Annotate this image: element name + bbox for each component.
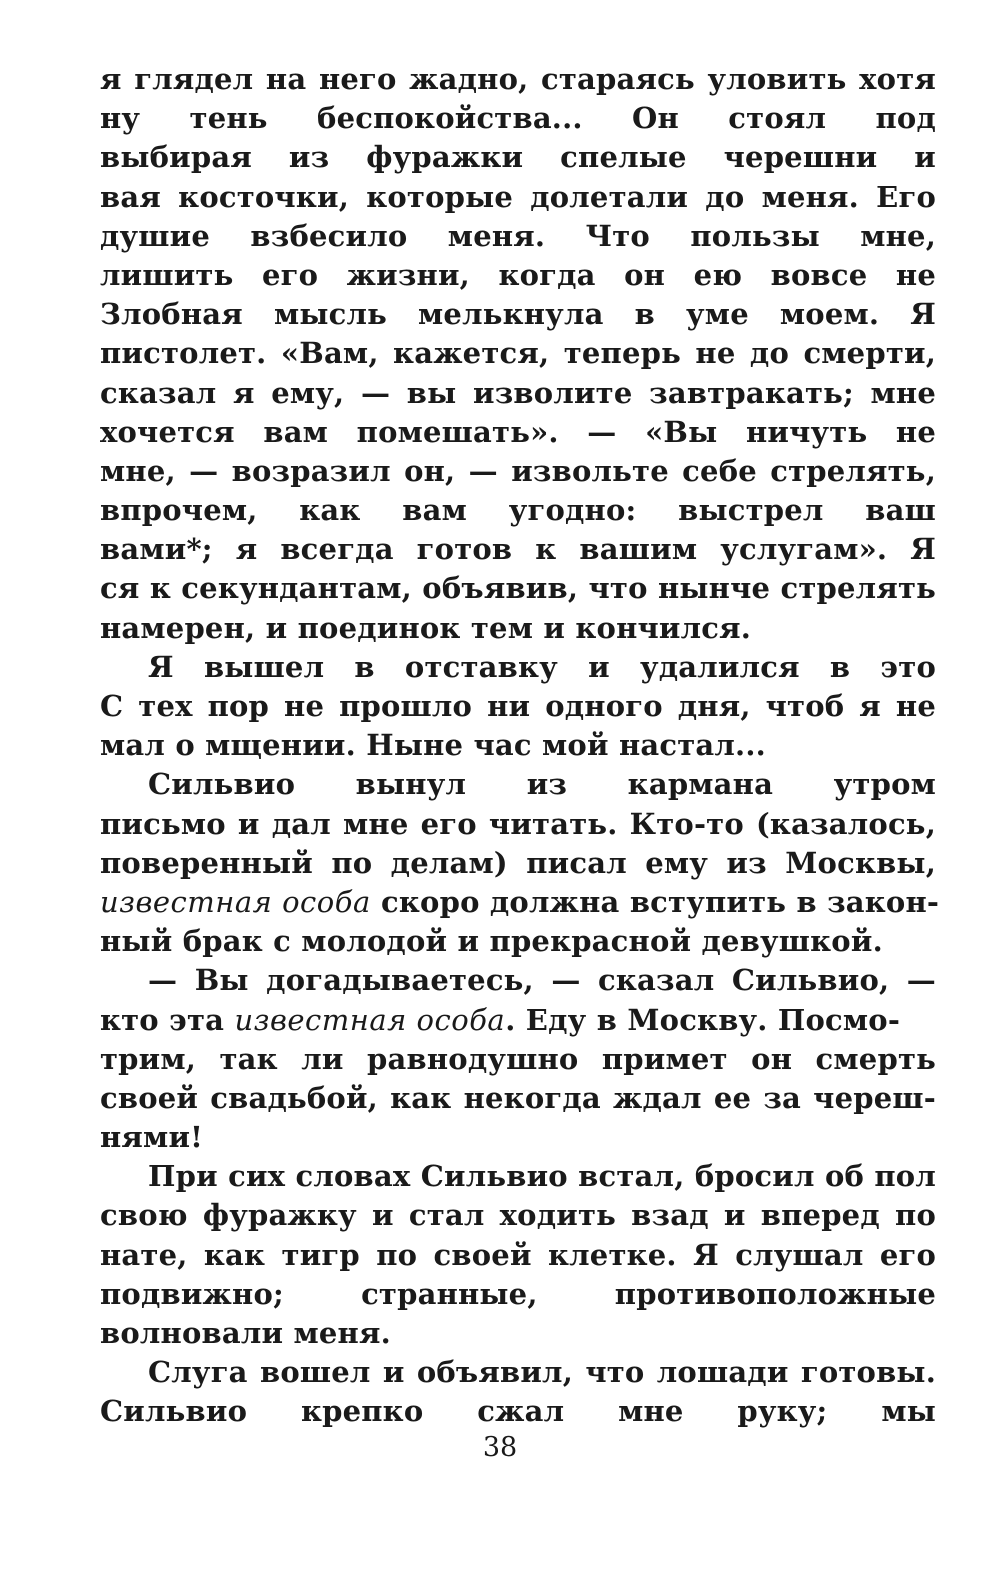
text-line: ный брак с молодой и прекрасной девушкой.	[100, 924, 883, 959]
text-line: пистолет. «Вам, кажется, теперь не до смерти,	[100, 336, 936, 371]
text-line: С тех пор не прошло ни одного дня, чтоб я не	[100, 689, 936, 723]
text-line: нями!	[100, 1120, 204, 1155]
paragraph-start-line: Слуга вошел и объявил, что лошади готовы.	[148, 1355, 936, 1390]
text-line: душие взбесило меня. Что пользы мне,	[100, 218, 936, 253]
text-line: мне, — возразил он, — извольте себе стрелять,	[100, 453, 936, 488]
text-fragment: . Еду в Москву. Посмо-	[505, 1002, 901, 1037]
paragraph-start-line: Я вышел в отставку и удалился в это	[148, 649, 936, 684]
text-line: трим, так ли равнодушно примет он смерть	[100, 1041, 936, 1076]
page-number: 38	[482, 1432, 518, 1463]
text-line: намерен, и поединок тем и кончился.	[100, 610, 752, 645]
paragraph-start-line: Сильвио вынул из кармана утром	[148, 767, 936, 802]
italic-phrase: известная особа	[234, 1002, 506, 1037]
paragraph-start-line: При сих словах Сильвио встал, бросил об пол	[148, 1159, 936, 1194]
text-line: впрочем, как вам угодно: выстрел ваш	[100, 493, 936, 528]
text-line: сказал я ему, — вы изволите завтракать; мне	[100, 375, 936, 410]
text-line: ся к секундантам, объявив, что нынче стрелять	[100, 571, 936, 606]
text-line: Злобная мысль мелькнула в уме моем. Я	[100, 297, 936, 332]
text-line-with-italic	[100, 883, 940, 922]
text-line: лишить его жизни, когда он ею вовсе не	[100, 257, 936, 292]
text-fragment: кто эта	[100, 1002, 235, 1037]
text-line: Сильвио крепко сжал мне руку; мы	[100, 1394, 936, 1429]
text-line: мал о мщении. Ныне час мой настал...	[100, 728, 766, 763]
text-line: своей свадьбой, как некогда ждал ее за череш-	[100, 1080, 936, 1115]
italic-phrase: известная особа	[100, 884, 371, 919]
text-line: вами*; я всегда готов к вашим услугам». Я	[100, 532, 936, 567]
text-line: свою фуражку и стал ходить взад и вперед по	[100, 1198, 936, 1233]
text-line: нате, как тигр по своей клетке. Я слушал его	[100, 1237, 936, 1272]
text-line: вая косточки, которые долетали до меня. Его	[100, 179, 936, 214]
text-line: хочется вам помешать». — «Вы ничуть не	[100, 414, 936, 449]
text-line: волновали меня.	[100, 1316, 391, 1350]
text-line-with-italic	[100, 1001, 936, 1040]
text-line: ну тень беспокойства... Он стоял под	[100, 101, 936, 136]
text-line: выбирая из фуражки спелые черешни и	[100, 140, 936, 175]
text-line: письмо и дал мне его читать. Кто-то (казалось,	[100, 806, 936, 841]
text-line: я глядел на него жадно, стараясь уловить хотя	[100, 62, 936, 96]
body-text	[100, 60, 940, 1432]
text-line: подвижно; странные, противоположные	[100, 1276, 936, 1311]
paragraph-start-line: — Вы догадываетесь, — сказал Сильвио, —	[148, 963, 936, 998]
text-line: поверенный по делам) писал ему из Москвы,	[100, 845, 936, 880]
text-fragment: скоро должна вступить в закон-	[370, 884, 940, 919]
